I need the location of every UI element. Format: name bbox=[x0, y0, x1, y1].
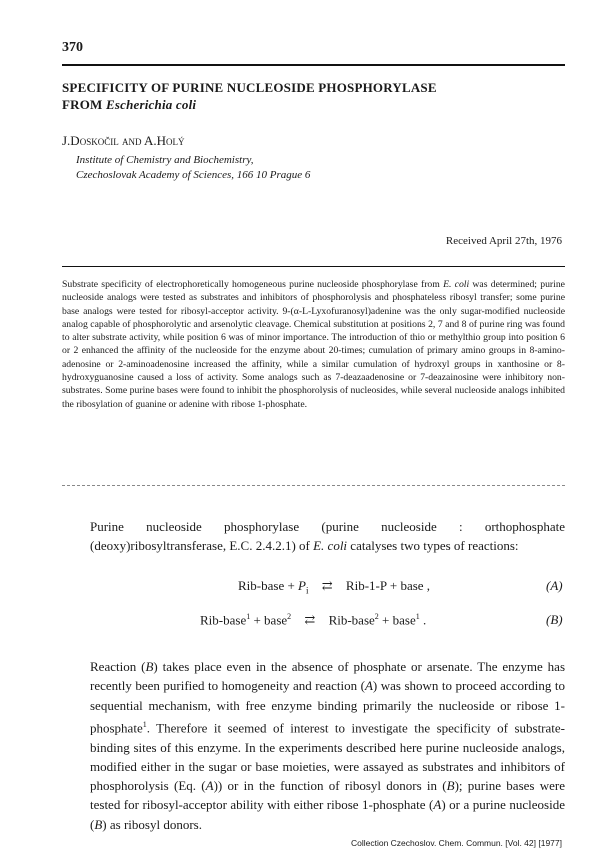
affiliation-line-1: Institute of Chemistry and Biochemistry, bbox=[76, 154, 254, 166]
body-s4-italic: A bbox=[205, 778, 214, 794]
intro-paragraph bbox=[90, 517, 565, 555]
equation-a-label: (A) bbox=[546, 578, 563, 593]
affiliation bbox=[76, 153, 310, 183]
affiliation-line-2: Czechoslovak Academy of Sciences, 166 10 Prague 6 bbox=[76, 169, 311, 181]
header-rule bbox=[62, 64, 565, 66]
eq-b-rhs1: Rib-base bbox=[328, 612, 375, 628]
body-s2: ) takes place even in the absence of phosphate or arsenate. The enzyme has recently been purified to homogeneity and reaction ( bbox=[90, 659, 566, 694]
body-s7-italic: B bbox=[94, 816, 103, 832]
abstract-part-1: Substrate specificity of electrophoretically homogeneous purine nucleoside phosphorylase from bbox=[62, 279, 444, 290]
eq-a-arrow: ⇄ bbox=[321, 578, 333, 593]
intro-b: catalyses two types of reactions: bbox=[347, 538, 519, 553]
received-date: Received April 27th, 1976 bbox=[445, 235, 562, 247]
body-s3: ) was shown to proceed according to sequential mechanism, with free enzyme binding primarily the nucleoside or ribose 1-phosphate bbox=[90, 678, 565, 736]
eq-a-lhs: Rib-base + bbox=[238, 578, 299, 593]
abstract-organism: E. coli bbox=[443, 279, 470, 290]
article-title bbox=[62, 79, 562, 113]
title-line-2-prefix: FROM bbox=[62, 97, 106, 112]
body-s8: ) as ribosyl donors. bbox=[102, 816, 202, 832]
body-paragraph bbox=[90, 657, 565, 834]
eq-b-sup4: 1 bbox=[415, 612, 420, 621]
title-line-1: SPECIFICITY OF PURINE NUCLEOSIDE PHOSPHORYLASE bbox=[62, 80, 437, 95]
journal-footer: Collection Czechoslov. Chem. Commun. [Vol. 42] [1977] bbox=[350, 838, 562, 848]
eq-b-plus2: + base bbox=[378, 612, 416, 628]
eq-b-lhs1: Rib-base bbox=[200, 612, 247, 628]
eq-b-plus1: + base bbox=[250, 612, 288, 628]
abstract-top-rule bbox=[62, 266, 565, 267]
equation-b bbox=[200, 612, 426, 628]
title-line-2 bbox=[62, 96, 562, 113]
eq-b-sup2: 2 bbox=[287, 612, 292, 621]
abstract bbox=[62, 278, 565, 411]
abstract-bottom-rule bbox=[62, 485, 565, 486]
intro-a: Purine nucleoside phosphorylase (purine nucleoside : orthophosphate (deoxy)ribosyltransferase, E.C. 2.4.2.1) of bbox=[90, 519, 565, 553]
body-s6-italic: A bbox=[433, 797, 442, 813]
authors: J.Doskočil and A.Holý bbox=[62, 133, 185, 148]
eq-b-arrow: ⇄ bbox=[304, 612, 316, 628]
body-s4: . Therefore it seemed of interest to investigate the specificity of substrate-binding sites of this enzyme. In the experiments described here purine nucleoside analogs, modified either in the sugar or base moieties, were assayed as substrates and inhibitors of phosphorolysis (Eq. ( bbox=[90, 720, 565, 794]
eq-b-sup3: 2 bbox=[374, 612, 379, 621]
intro-organism: E. coli bbox=[313, 538, 348, 553]
body-s5: )) or in the function of ribosyl donors in ( bbox=[213, 778, 447, 794]
equation-b-label: (B) bbox=[546, 612, 563, 627]
body-s1-italic: B bbox=[145, 659, 154, 674]
body-s6: ); purine bases were tested for ribosyl-acceptor ability with either ribose 1-phosphate ( bbox=[90, 778, 565, 813]
body-s2-italic: A bbox=[364, 678, 373, 694]
title-organism: Escherichia coli bbox=[105, 97, 197, 112]
abstract-part-2: was determined; purine nucleoside analogs were tested as substrates and inhibitors of phosphorolysis and phosphateless ribosyl transfer; some purine base analogs were tested for ribosyl-acceptor activity. 9-(α-L-Lyxofuranosyl)adenine was the only sugar-modified nucleoside analog capable of phosphorolytic and arsenolytic cleavage. Chemical substitution at positions 2, 7 and 8 of purine ring was found to alter substrate activity, while position 6 was of minor importance. The introduction of thio or methylthio group into position 6 or 2 enhanced the affinity of the nucleoside for the enzyme about 20-times; cumulation of primary amino groups in 8-amino-adenosine or 2-aminoadenosine increased the affinity, while a similar cumulation of hydroxyl groups in xanthosine or 8-hydroxyguanosine caused a loss of activity. Some analogs such as 7-deazaadenosine or 7-deazainosine were inhibitory non-substrates. Some purine bases were found to inhibit the phosphorolysis of nucleosides, while several nucleoside analogs inhibited the ribosylation of guanine or adenine with ribose 1-phosphate. bbox=[62, 279, 565, 410]
eq-b-sup1: 1 bbox=[246, 612, 251, 621]
reference-1: 1 bbox=[142, 719, 147, 729]
body-s1: Reaction ( bbox=[90, 659, 146, 674]
eq-a-pi: P bbox=[298, 578, 306, 593]
equation-a bbox=[238, 578, 430, 596]
eq-a-pi-sub: i bbox=[306, 585, 309, 596]
body-s5-italic: B bbox=[446, 778, 455, 794]
eq-b-end: . bbox=[419, 612, 427, 628]
eq-a-rhs: Rib-1-P + base , bbox=[345, 578, 431, 593]
page-number: 370 bbox=[62, 40, 83, 55]
body-s7: ) or a purine nucleoside ( bbox=[90, 797, 565, 832]
